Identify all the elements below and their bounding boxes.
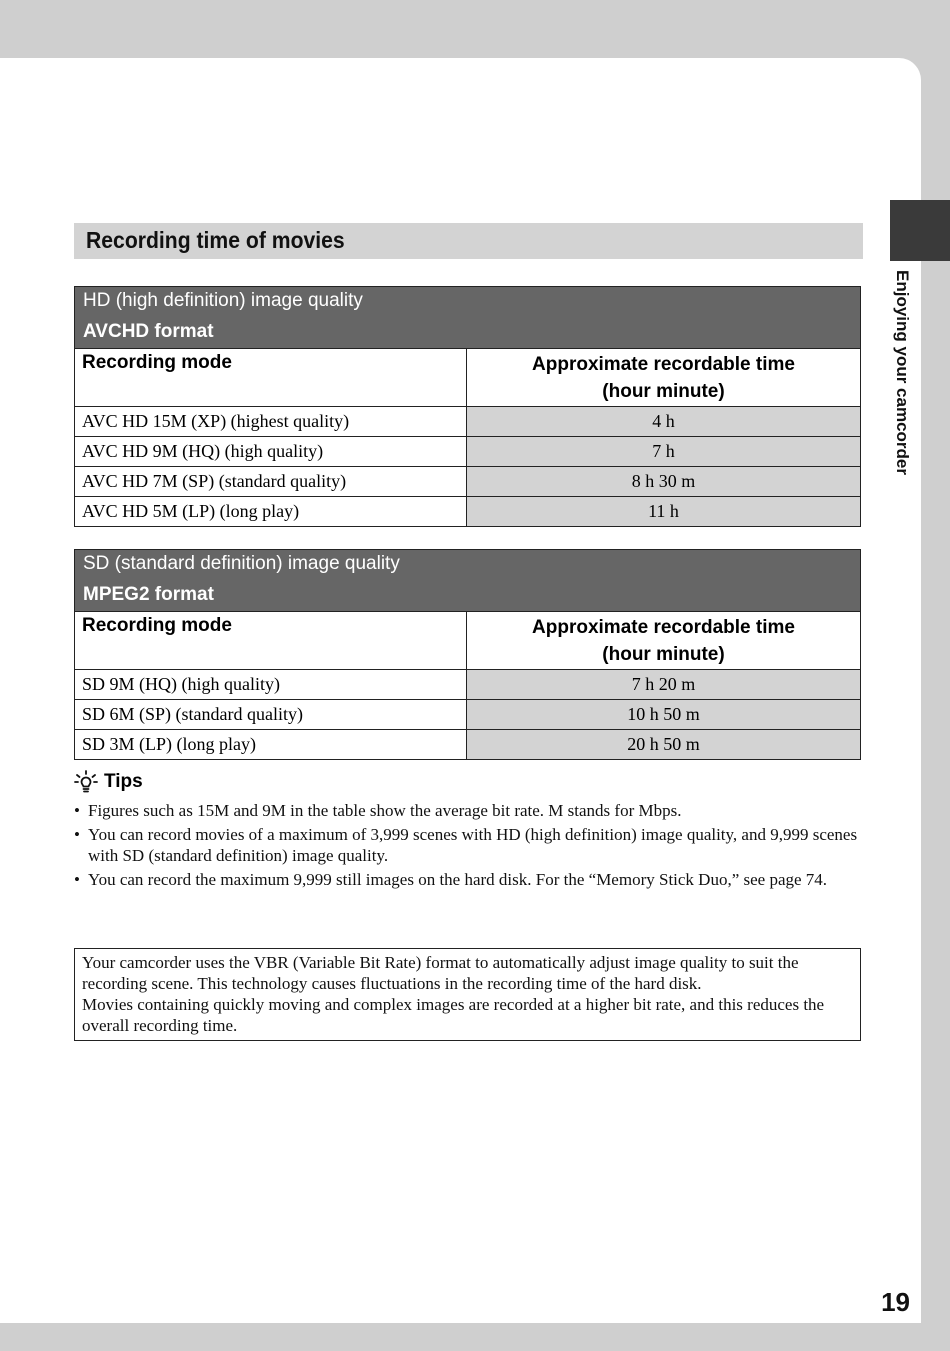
time-cell: 7 h 20 m [467,670,860,699]
vbr-note-box [74,948,861,1041]
sd-table-heading: SD (standard definition) image quality [83,553,400,574]
table-row [75,406,860,436]
side-tab-label: Enjoying your camcorder [893,270,912,475]
hd-table-format: AVCHD format [83,321,214,342]
table-row [75,669,860,699]
hd-col-time-line1: Approximate recordable time [532,354,795,375]
table-row [75,466,860,496]
tip-text: You can record the maximum 9,999 still images on the hard disk. For the “Memory Stick Duo,” see page 74. [88,870,828,889]
time-cell: 4 h [467,407,860,436]
mode-cell: AVC HD 7M (SP) (standard quality) [75,467,467,496]
lightbulb-icon [74,770,98,794]
tip-text: You can record movies of a maximum of 3,999 scenes with HD (high definition) image quality, and 9,999 scenes with SD (standard definition) image quality. [88,825,858,865]
sd-table-column-header [75,611,860,669]
note-text-1: Your camcorder uses the VBR (Variable Bit Rate) format to automatically adjust image quality to suit the recording scene. This technology causes fluctuations in the recording time of the hard disk. [82,953,799,993]
side-tab [890,270,918,500]
sd-table-format: MPEG2 format [83,584,214,605]
page-number: 19 [881,1287,910,1317]
mode-cell: SD 3M (LP) (long play) [75,730,467,759]
list-item: • Figures such as 15M and 9M in the table show the average bit rate. M stands for Mbps. [74,801,682,820]
section-title-bar [74,223,863,259]
sd-table-header [75,550,860,611]
time-cell: 8 h 30 m [467,467,860,496]
table-row [75,699,860,729]
table-row [75,436,860,466]
hd-table [74,286,861,527]
list-item: • You can record the maximum 9,999 still images on the hard disk. For the “Memory Stick Duo,” see page 74. [74,870,828,889]
note-text-2: Movies containing quickly moving and complex images are recorded at a higher bit rate, and this reduces the overall recording time. [82,995,825,1035]
hd-col-time-line2: (hour minute) [602,381,725,402]
mode-cell: SD 9M (HQ) (high quality) [75,670,467,699]
tips-heading: Tips [104,771,143,792]
table-row [75,729,860,759]
sd-table [74,549,861,760]
hd-table-heading: HD (high definition) image quality [83,290,363,311]
section-title: Recording time of movies [86,227,345,253]
mode-cell: AVC HD 5M (LP) (long play) [75,497,467,526]
list-item: • You can record movies of a maximum of 3,999 scenes with HD (high definition) image quality, and 9,999 scenes with SD (standard definition) image quality. [74,825,858,865]
time-cell: 20 h 50 m [467,730,860,759]
hd-col-mode: Recording mode [75,349,467,406]
sd-col-time-line2: (hour minute) [602,644,725,665]
sd-col-mode: Recording mode [75,612,467,669]
time-cell: 7 h [467,437,860,466]
hd-col-time [467,349,860,406]
sd-col-time [467,612,860,669]
sd-col-time-line1: Approximate recordable time [532,617,795,638]
time-cell: 11 h [467,497,860,526]
table-row [75,496,860,526]
side-tab-block [890,200,950,261]
mode-cell: SD 6M (SP) (standard quality) [75,700,467,729]
time-cell: 10 h 50 m [467,700,860,729]
mode-cell: AVC HD 15M (XP) (highest quality) [75,407,467,436]
hd-table-header [75,287,860,348]
tips-list [74,800,864,893]
mode-cell: AVC HD 9M (HQ) (high quality) [75,437,467,466]
hd-table-column-header [75,348,860,406]
tip-text: Figures such as 15M and 9M in the table show the average bit rate. M stands for Mbps. [88,801,682,820]
